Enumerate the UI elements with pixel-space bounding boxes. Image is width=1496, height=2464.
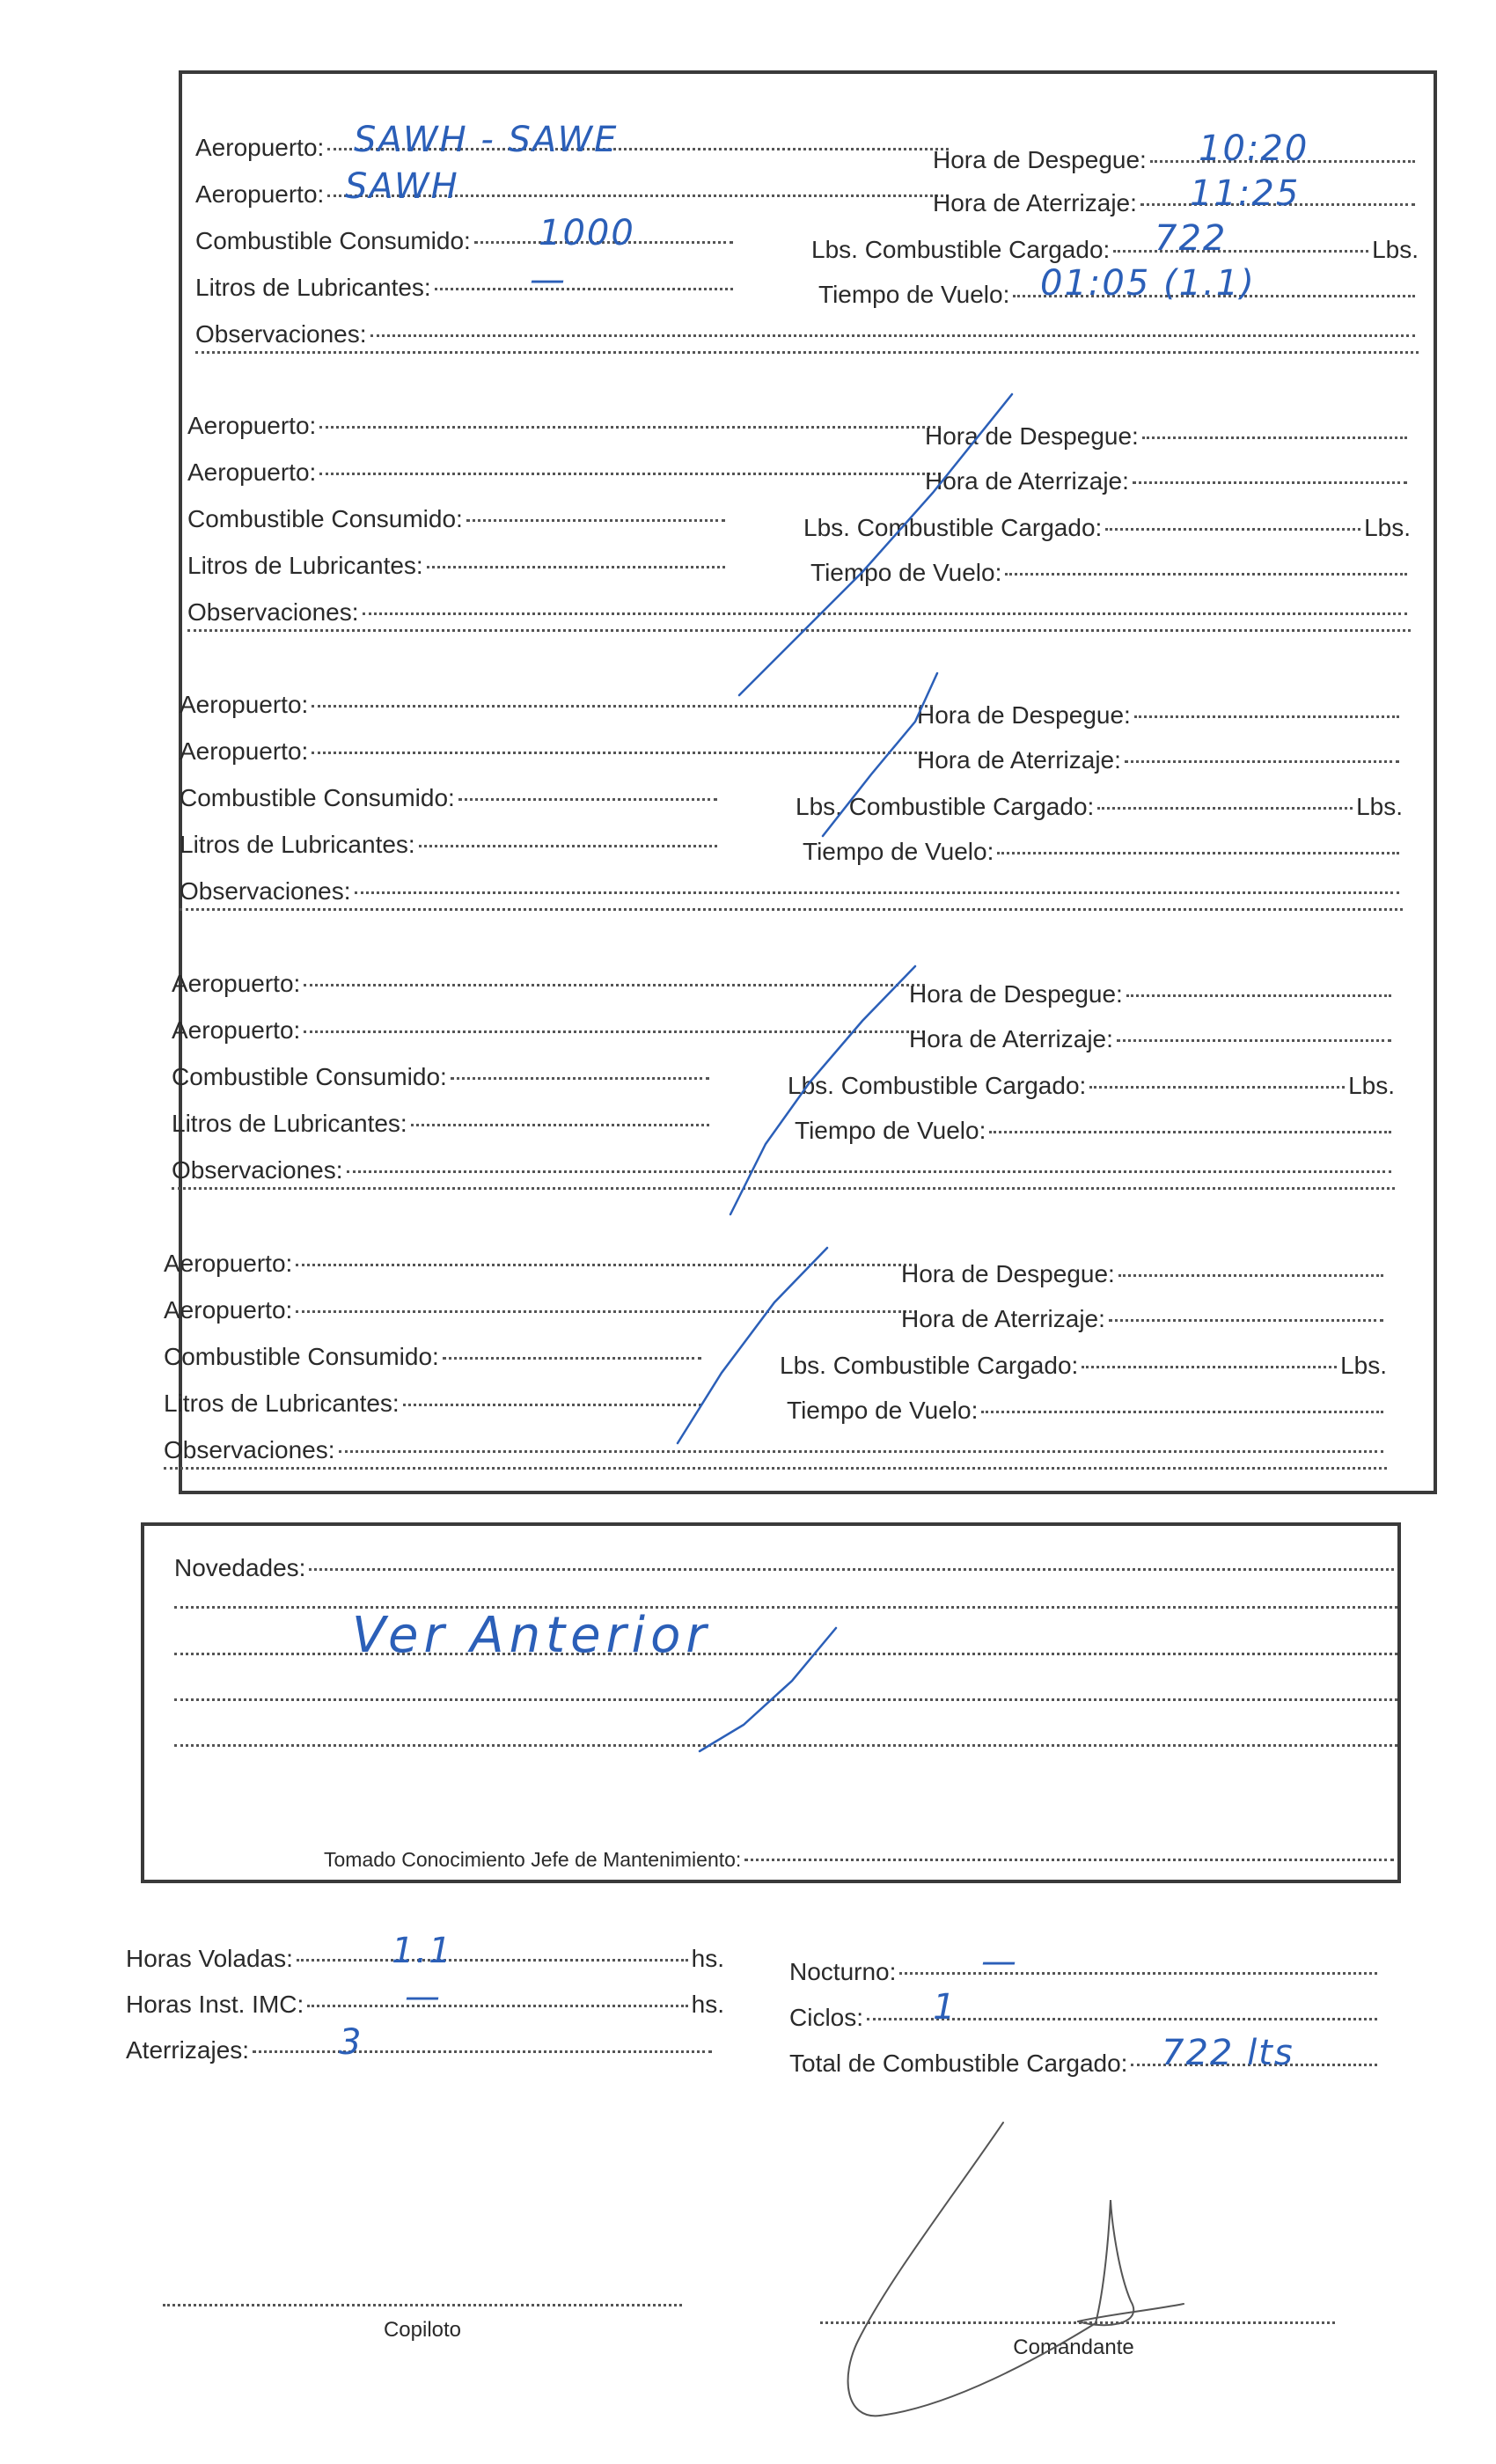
comandante-label: Comandante xyxy=(1013,2336,1134,2359)
combustible-consumido-5-label: Combustible Consumido: xyxy=(164,1343,439,1370)
tiempo-vuelo-2-label: Tiempo de Vuelo: xyxy=(810,559,1002,586)
hora-despegue-2-label: Hora de Despegue: xyxy=(925,422,1139,450)
observaciones-line-1[interactable] xyxy=(195,351,1419,354)
tiempo-vuelo-1-value: 01:05 (1.1) xyxy=(1040,263,1256,304)
observaciones-3-label: Observaciones: xyxy=(180,877,351,905)
aeropuerto-origen-1-value: SAWH - SAWE xyxy=(354,120,619,160)
ciclos-label: Ciclos: xyxy=(789,2004,864,2031)
nocturno-label: Nocturno: xyxy=(789,1958,897,1985)
lbs-combustible-5-label: Lbs. Combustible Cargado: xyxy=(780,1352,1079,1379)
observaciones-4-label: Observaciones: xyxy=(172,1156,343,1184)
hora-aterrizaje-4[interactable] xyxy=(909,1025,1395,1053)
aeropuerto-origen-4[interactable] xyxy=(172,970,928,998)
litros-lubricantes-1-label: Litros de Lubricantes: xyxy=(195,274,431,301)
hora-aterrizaje-1-label: Hora de Aterrizaje: xyxy=(933,189,1137,216)
observaciones-5[interactable] xyxy=(164,1436,1387,1464)
nocturno-value: — xyxy=(981,1941,1018,1982)
novedades-handwritten: Ver Anterior xyxy=(352,1607,712,1664)
hora-despegue-3[interactable] xyxy=(917,701,1403,730)
aeropuerto-destino-1-label: Aeropuerto: xyxy=(195,180,325,208)
combustible-consumido-2-label: Combustible Consumido: xyxy=(187,505,463,532)
litros-lubricantes-4[interactable] xyxy=(172,1110,713,1138)
lbs-combustible-5[interactable] xyxy=(780,1352,1387,1380)
aeropuerto-destino-3-label: Aeropuerto: xyxy=(180,737,309,765)
observaciones-line-3[interactable] xyxy=(180,908,1403,911)
horas-voladas-unit: hs. xyxy=(691,1945,724,1972)
hora-aterrizaje-1-value: 11:25 xyxy=(1190,173,1301,214)
aeropuerto-destino-4-label: Aeropuerto: xyxy=(172,1016,301,1044)
litros-lubricantes-4-label: Litros de Lubricantes: xyxy=(172,1110,407,1137)
ciclos-value: 1 xyxy=(933,1987,957,2028)
observaciones-1[interactable] xyxy=(195,320,1419,348)
observaciones-line-5[interactable] xyxy=(164,1467,1387,1470)
observaciones-line-2[interactable] xyxy=(187,629,1411,632)
hora-despegue-4-label: Hora de Despegue: xyxy=(909,980,1123,1008)
lbs-combustible-1-value: 722 xyxy=(1155,218,1228,259)
total-combustible-value: 722 lts xyxy=(1162,2033,1294,2073)
novedades-field[interactable] xyxy=(174,1554,1397,1582)
hora-despegue-1-label: Hora de Despegue: xyxy=(933,146,1147,173)
hora-despegue-5-label: Hora de Despegue: xyxy=(901,1260,1115,1287)
lbs-combustible-5-unit: Lbs. xyxy=(1340,1352,1387,1379)
novedades-line-3[interactable] xyxy=(174,1698,1397,1701)
tiempo-vuelo-5[interactable] xyxy=(787,1397,1387,1425)
lbs-combustible-2[interactable] xyxy=(803,514,1411,542)
tiempo-vuelo-3[interactable] xyxy=(803,838,1403,866)
lbs-combustible-3-label: Lbs. Combustible Cargado: xyxy=(796,793,1095,820)
hora-aterrizaje-2-label: Hora de Aterrizaje: xyxy=(925,467,1129,495)
observaciones-5-label: Observaciones: xyxy=(164,1436,335,1463)
lbs-combustible-1-label: Lbs. Combustible Cargado: xyxy=(811,236,1111,263)
combustible-consumido-4[interactable] xyxy=(172,1063,713,1091)
aeropuerto-destino-4[interactable] xyxy=(172,1016,928,1045)
tiempo-vuelo-1-label: Tiempo de Vuelo: xyxy=(818,281,1010,308)
hora-aterrizaje-5[interactable] xyxy=(901,1305,1387,1333)
aterrizajes-value: 3 xyxy=(339,2022,363,2063)
combustible-consumido-4-label: Combustible Consumido: xyxy=(172,1063,447,1090)
hora-aterrizaje-4-label: Hora de Aterrizaje: xyxy=(909,1025,1113,1052)
tiempo-vuelo-3-label: Tiempo de Vuelo: xyxy=(803,838,994,865)
combustible-consumido-1-value: 1000 xyxy=(539,213,635,253)
horas-imc-label: Horas Inst. IMC: xyxy=(126,1991,304,2018)
hora-aterrizaje-2[interactable] xyxy=(925,467,1411,495)
combustible-consumido-5[interactable] xyxy=(164,1343,705,1371)
lbs-combustible-4-unit: Lbs. xyxy=(1348,1072,1395,1099)
ciclos-field[interactable] xyxy=(789,2004,1381,2032)
aeropuerto-origen-3-label: Aeropuerto: xyxy=(180,691,309,718)
litros-lubricantes-2-label: Litros de Lubricantes: xyxy=(187,552,423,579)
combustible-consumido-3[interactable] xyxy=(180,784,721,812)
nocturno-field[interactable] xyxy=(789,1958,1381,1986)
litros-lubricantes-2[interactable] xyxy=(187,552,729,580)
hora-despegue-1[interactable] xyxy=(933,146,1419,174)
aterrizajes-field[interactable] xyxy=(126,2036,715,2064)
lbs-combustible-4[interactable] xyxy=(788,1072,1395,1100)
litros-lubricantes-5-label: Litros de Lubricantes: xyxy=(164,1390,400,1417)
lbs-combustible-3[interactable] xyxy=(796,793,1403,821)
aeropuerto-origen-5[interactable] xyxy=(164,1250,920,1278)
tiempo-vuelo-4[interactable] xyxy=(795,1117,1395,1145)
hora-despegue-1-value: 10:20 xyxy=(1199,128,1309,169)
horas-imc-unit: hs. xyxy=(691,1991,724,2018)
aeropuerto-destino-5[interactable] xyxy=(164,1296,920,1324)
aeropuerto-destino-2-label: Aeropuerto: xyxy=(187,458,317,486)
novedades-line-4[interactable] xyxy=(174,1744,1397,1747)
observaciones-1-label: Observaciones: xyxy=(195,320,367,348)
novedades-label: Novedades: xyxy=(174,1554,306,1581)
aterrizajes-label: Aterrizajes: xyxy=(126,2036,250,2064)
copiloto-signature-line[interactable] xyxy=(163,2304,682,2306)
litros-lubricantes-1-value: — xyxy=(530,260,567,300)
tiempo-vuelo-5-label: Tiempo de Vuelo: xyxy=(787,1397,979,1424)
aeropuerto-destino-3[interactable] xyxy=(180,737,936,766)
litros-lubricantes-5[interactable] xyxy=(164,1390,705,1418)
aeropuerto-destino-1[interactable] xyxy=(195,180,952,209)
lbs-combustible-2-label: Lbs. Combustible Cargado: xyxy=(803,514,1103,541)
aeropuerto-origen-2-label: Aeropuerto: xyxy=(187,412,317,439)
observaciones-line-4[interactable] xyxy=(172,1187,1395,1190)
lbs-combustible-1[interactable] xyxy=(811,236,1419,264)
combustible-consumido-3-label: Combustible Consumido: xyxy=(180,784,455,811)
aeropuerto-destino-2[interactable] xyxy=(187,458,944,487)
jefe-mantenimiento-field[interactable] xyxy=(324,1848,1397,1872)
comandante-signature xyxy=(848,2123,1184,2416)
tiempo-vuelo-4-label: Tiempo de Vuelo: xyxy=(795,1117,986,1144)
horas-voladas-label: Horas Voladas: xyxy=(126,1945,293,1972)
litros-lubricantes-3-label: Litros de Lubricantes: xyxy=(180,831,415,858)
litros-lubricantes-1[interactable] xyxy=(195,274,737,302)
hora-aterrizaje-3-label: Hora de Aterrizaje: xyxy=(917,746,1121,774)
lbs-combustible-1-unit: Lbs. xyxy=(1372,236,1419,263)
hora-despegue-4[interactable] xyxy=(909,980,1395,1008)
hora-aterrizaje-3[interactable] xyxy=(917,746,1403,774)
combustible-consumido-1[interactable] xyxy=(195,227,737,255)
lbs-combustible-3-unit: Lbs. xyxy=(1356,793,1403,820)
lbs-combustible-4-label: Lbs. Combustible Cargado: xyxy=(788,1072,1087,1099)
aeropuerto-origen-4-label: Aeropuerto: xyxy=(172,970,301,997)
comandante-signature-line[interactable] xyxy=(820,2321,1335,2324)
combustible-consumido-1-label: Combustible Consumido: xyxy=(195,227,471,254)
total-combustible-label: Total de Combustible Cargado: xyxy=(789,2050,1128,2077)
hora-despegue-3-label: Hora de Despegue: xyxy=(917,701,1131,729)
lbs-combustible-2-unit: Lbs. xyxy=(1364,514,1411,541)
observaciones-4[interactable] xyxy=(172,1156,1395,1184)
hora-aterrizaje-5-label: Hora de Aterrizaje: xyxy=(901,1305,1105,1332)
litros-lubricantes-3[interactable] xyxy=(180,831,721,859)
observaciones-2-label: Observaciones: xyxy=(187,598,359,626)
observaciones-3[interactable] xyxy=(180,877,1403,906)
observaciones-2[interactable] xyxy=(187,598,1411,627)
hora-despegue-5[interactable] xyxy=(901,1260,1387,1288)
aeropuerto-destino-5-label: Aeropuerto: xyxy=(164,1296,293,1324)
tiempo-vuelo-2[interactable] xyxy=(810,559,1411,587)
horas-voladas-value: 1.1 xyxy=(392,1931,453,1971)
combustible-consumido-2[interactable] xyxy=(187,505,729,533)
aeropuerto-destino-1-value: SAWH xyxy=(345,166,459,207)
jefe-mantenimiento-label: Tomado Conocimiento Jefe de Mantenimiento: xyxy=(324,1848,742,1871)
aeropuerto-origen-5-label: Aeropuerto: xyxy=(164,1250,293,1277)
hora-despegue-2[interactable] xyxy=(925,422,1411,451)
copiloto-label: Copiloto xyxy=(383,2318,462,2342)
horas-imc-value: — xyxy=(405,1976,442,2017)
hora-aterrizaje-1[interactable] xyxy=(933,189,1419,217)
aeropuerto-origen-2[interactable] xyxy=(187,412,944,440)
aeropuerto-origen-3[interactable] xyxy=(180,691,936,719)
aeropuerto-origen-1-label: Aeropuerto: xyxy=(195,134,325,161)
